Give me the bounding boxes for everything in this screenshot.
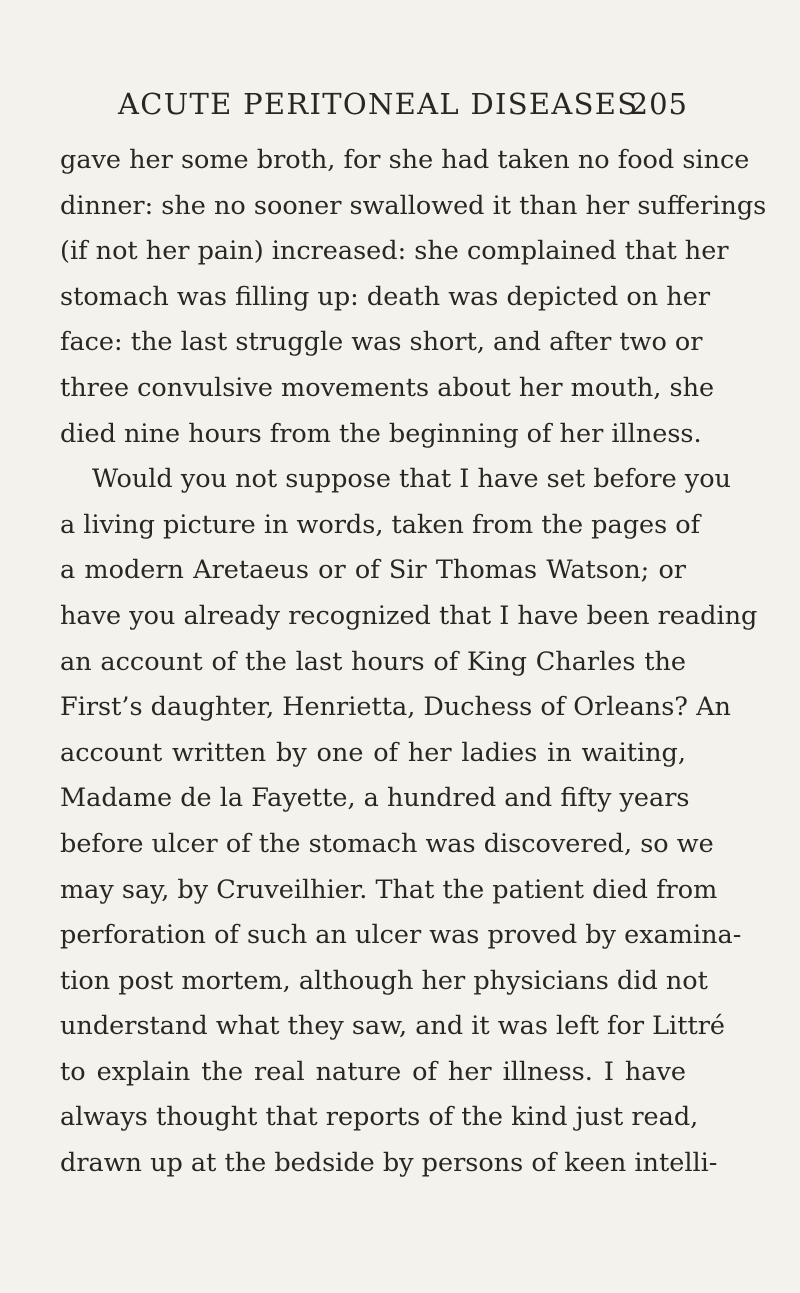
text-line: stomach was filling up: death was depicted on her	[60, 281, 711, 312]
text-line: an account of the last hours of King Charles the	[60, 646, 686, 677]
text-line: face: the last struggle was short, and after two or	[60, 327, 703, 358]
text-line: dinner: she no sooner swallowed it than her sufferings	[60, 190, 767, 221]
text-line: tion post mortem, although her physicians did not	[60, 965, 708, 996]
text-line: died nine hours from the beginning of her illness.	[60, 418, 702, 449]
text-line: First’s daughter, Henrietta, Duchess of Orleans? An	[60, 692, 731, 723]
text-line: perforation of such an ulcer was proved by examina-	[60, 920, 742, 951]
text-line: Madame de la Fayette, a hundred and fifty years	[60, 783, 690, 814]
text-line: always thought that reports of the kind just read,	[60, 1102, 699, 1133]
text-line: may say, by Cruveilhier. That the patient died from	[60, 874, 718, 905]
text-line: understand what they saw, and it was left for Littré	[60, 1011, 725, 1042]
text-line: a living picture in words, taken from the pages of	[60, 509, 701, 540]
text-line: drawn up at the bedside by persons of keen intelli-	[60, 1148, 718, 1179]
body-text	[60, 138, 767, 1187]
text-line: account written by one of her ladies in waiting,	[60, 737, 686, 768]
text-line: gave her some broth, for she had taken no food since	[60, 145, 750, 175]
text-line: a modern Aretaeus or of Sir Thomas Watson; or	[60, 555, 686, 586]
text-line: (if not her pain) increased: she complained that her	[60, 236, 729, 267]
page-header	[118, 82, 688, 126]
text-line: to explain the real nature of her illness. I have	[60, 1056, 686, 1087]
text-line: have you already recognized that I have been reading	[60, 600, 758, 631]
text-line: three convulsive movements about her mouth, she	[60, 372, 715, 403]
text-line: before ulcer of the stomach was discovered, so we	[60, 828, 714, 859]
page-number: 205	[629, 87, 688, 121]
text-line: Would you not suppose that I have set before you	[92, 464, 731, 495]
running-title: ACUTE PERITONEAL DISEASES	[118, 87, 639, 121]
